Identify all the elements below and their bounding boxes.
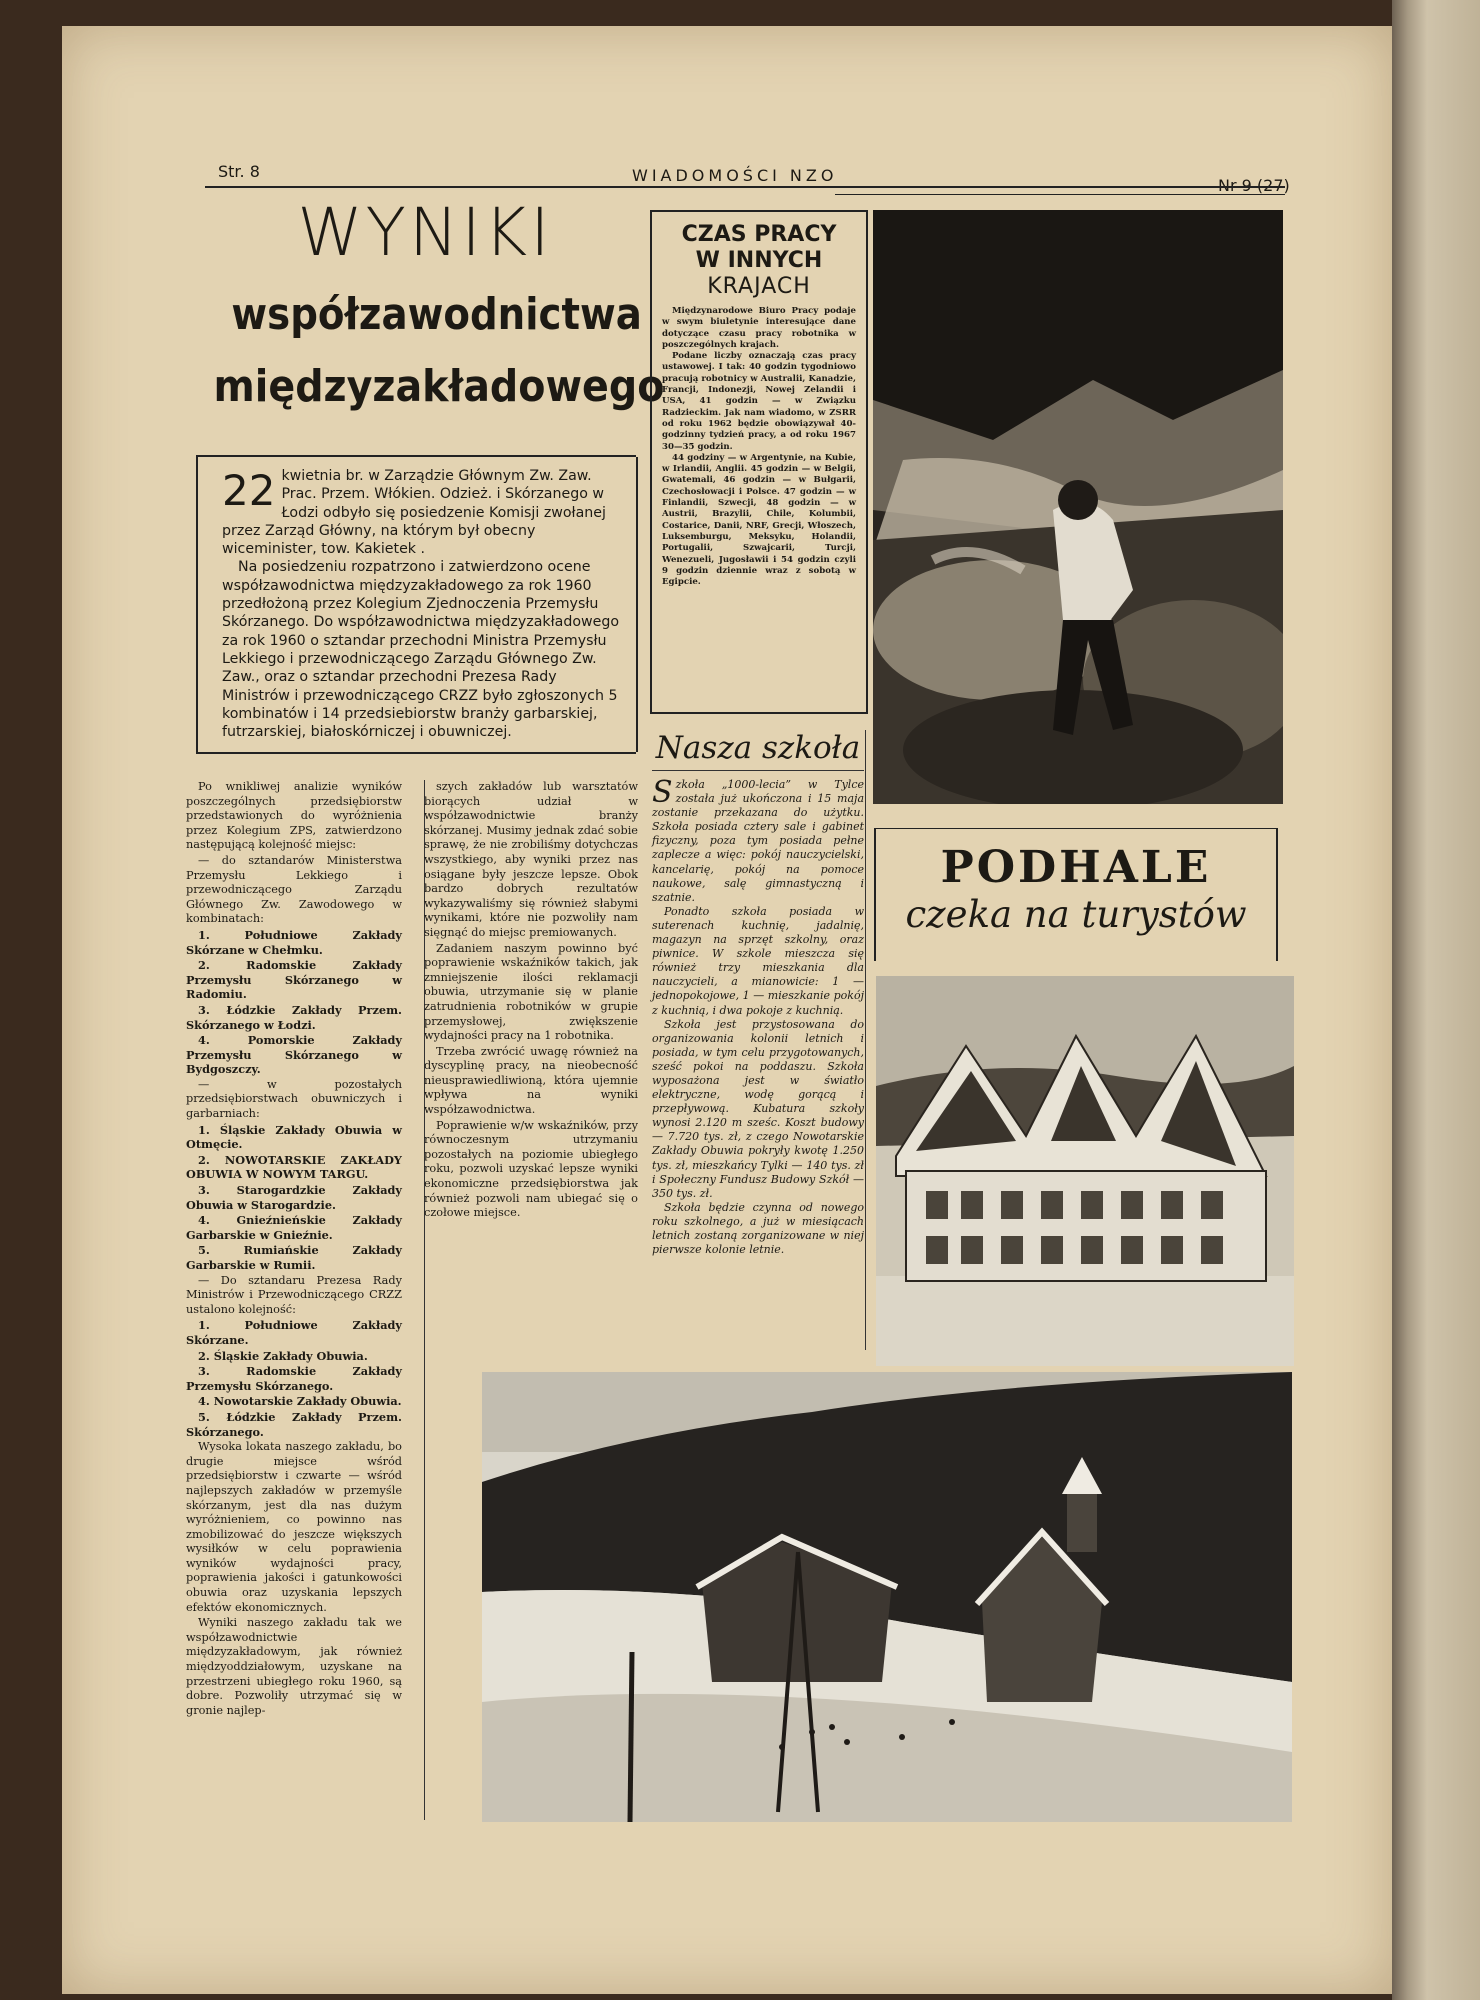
body-paragraph: Wysoka lokata naszego zakładu, bo drugie miejsce wśród przedsiębiorstw i czwarte — wśród najlepszych zakładów w przemyśle skórzanym, jest dla nas dużym wyróżnieniem, co powinno nas zmobilizować do jeszcze większych wysiłków w celu poprawienia wyników wydajności pracy, poprawienia jakości i gatunkowości obuwia oraz uzyskania lepszych efektów ekonomicznych. (186, 1440, 402, 1614)
lead-paragraph-1: kwietnia br. w Zarządzie Głównym Zw. Zaw. Prac. Przem. Włókien. Odzież. i Skórzanego w Łodzi odbyło się posiedzenie Komisji zwołanej przez Zarząd Główny, na którym był obecny wiceminister, tow. Kakietek . (222, 468, 606, 558)
nasza-szkola-paragraph: Szkoła jest przystosowana do organizowania kolonii letnich i posiada, w tym celu przygotowanych, sześć pokoi na poddaszu. Szkoła wyposażona jest w światło elektryczne, wodę gorącą i przepływową. Kubatura szkoły wynosi 2.120 m sześc. Koszt budowy — 7.720 tys. zł, z czego Nowotarskie Zakłady Obuwia pokryły kwotę 1.250 tys. zł, mieszkańcy Tylki — 140 tys. zł i Społeczny Fundusz Budowy Szkół — 350 tys. zł. (652, 1017, 864, 1200)
photo-school-building (876, 976, 1294, 1366)
czas-pracy-paragraph: Podane liczby oznaczają czas pracy ustawowej. I tak: 40 godzin tygodniowo pracują robotnicy w Australii, Kanadzie, Francji, Indonezji, Nowej Zelandii i USA, 41 godzin — w Związku Radzieckim. Jak nam wiadomo, w ZSRR od roku 1962 będzie obowiązywał 40-godzinny tydzień pracy, a od roku 1967 30—35 godzin. (662, 351, 856, 452)
title-line-2: współzawodnictwa (231, 289, 642, 340)
nasza-szkola-paragraph: zkoła „1000-lecia” w Tylce została już ukończona i 15 maja zostanie przekazana do użytku. Szkoła posiada cztery sale i gabinet fizyczny, poza tym posiada pełne zaplecze a więc: pokój nauczycielski, kancelarię, pokój na pomoce naukowe, salę gimnastyczną i szatnie. (652, 778, 864, 904)
body-paragraph: — do sztandarów Ministerstwa Przemysłu Lekkiego i przewodniczącego Zarządu Głównego Zw. Zawodowego w kombinatach: (186, 853, 402, 926)
czas-pracy-box (650, 210, 868, 714)
ranking-item: 5. Łódzkie Zakłady Przem. Skórzanego. (186, 1409, 402, 1439)
ranking-item: 1. Południowe Zakłady Skórzane. (186, 1318, 402, 1347)
header-rule (205, 186, 1285, 188)
body-paragraph: Trzeba zwrócić uwagę również na dyscyplinę pracy, na nieobecność nieusprawiedliwioną, która ujemnie wpływa na wyniki współzawodnictwa. (424, 1044, 638, 1117)
body-paragraph: — Do sztandaru Prezesa Rady Ministrów i Przewodniczącego CRZZ ustalono kolejność: (186, 1273, 402, 1316)
ranking-item: 3. Starogardzkie Zakłady Obuwia w Starogardzie. (186, 1183, 402, 1212)
title-line-3: międzyzakładowego (213, 361, 665, 412)
article-column-1 (186, 780, 402, 1719)
article-column-2 (424, 780, 638, 1222)
nasza-szkola-paragraph: Ponadto szkoła posiada w suterenach kuchnię, jadalnię, magazyn na sprzęt szkolny, oraz piwnice. W szkole mieszcza się również trzy mieszkania dla nauczycieli, a mianowicie: 1 — jednopokojowe, 1 — mieszkanie pokój z kuchnią, i dwa pokoje z kuchnią. (652, 904, 864, 1017)
body-paragraph: Wyniki naszego zakładu tak we współzawodnictwie międzyzakładowym, jak również międzyoddziałowym, uzyskane na przestrzeni ubiegłego roku 1960, są dobre. Pozwoliły utrzymać się w gronie najlep- (186, 1616, 402, 1717)
czas-pracy-title-3: KRAJACH (707, 274, 811, 299)
page-number: Str. 8 (218, 162, 260, 181)
photo-woman-on-rocks (873, 210, 1283, 804)
adjacent-page-edge (1392, 0, 1480, 2000)
column-divider (865, 730, 866, 1350)
czas-pracy-paragraph: 44 godziny — w Argentynie, na Kubie, w Irlandii, Anglii. 45 godzin — w Belgii, Gwatemali, 46 godzin — w Bułgarii, Czechosłowacji i Polsce. 47 godzin — w Finlandii, Szwecji, 48 godzin — w Austrii, Brazylii, Chile, Kolumbii, Costarice, Danii, NRF, Grecji, Włoszech, Luksemburgu, Meksyku, Holandii, Portugalii, Szwajcarii, Turcji, Wenezueli, Jugosławii i 54 godzin czyli 9 godzin dziennie wraz z sobotą w Egipcie. (662, 452, 856, 588)
lead-box (196, 455, 636, 754)
czas-pracy-title-2: W INNYCH (695, 248, 823, 273)
nasza-szkola-rule (652, 770, 864, 771)
lead-drop-initial: 22 (222, 466, 276, 515)
podhale-title: PODHALE (940, 842, 1212, 893)
ranking-item: 3. Radomskie Zakłady Przemysłu Skórzanego. (186, 1364, 402, 1393)
ranking-item: 4. Gnieźnieńskie Zakłady Garbarskie w Gnieźnie. (186, 1213, 402, 1242)
ranking-item: 2. Śląskie Zakłady Obuwia. (198, 1348, 368, 1363)
ranking-item: 4. Nowotarskie Zakłady Obuwia. (198, 1394, 402, 1409)
podhale-headline-box (874, 828, 1278, 961)
ranking-item: 1. Południowe Zakłady Skórzane w Chełmku. (186, 927, 402, 957)
title-wyniki: WYNIKI (297, 194, 553, 271)
nasza-szkola-title: Nasza szkoła (655, 730, 861, 766)
photo-mountain-valley (482, 1372, 1292, 1822)
ranking-item: 1. Śląskie Zakłady Obuwia w Otmęcie. (186, 1122, 402, 1152)
body-paragraph: — w pozostałych przedsiębiorstwach obuwniczych i garbarniach: (186, 1077, 402, 1121)
body-paragraph: Zadaniem naszym powinno być poprawienie wskaźników takich, jak zmniejszenie ilości reklamacji obuwia, utrzymanie się w planie zatrudnienia robotników w grupie przemysłowej, zwiększenie wydajności pracy na 1 robotnika. (424, 941, 638, 1043)
ranking-item: 3. Łódzkie Zakłady Przem. Skórzanego w Łodzi. (186, 1002, 402, 1032)
czas-pracy-title-1: CZAS PRACY (681, 222, 837, 247)
body-paragraph: Poprawienie w/w wskaźników, przy równoczesnym utrzymaniu pozostałych na poziomie ubiegłego roku, pozwoli uzyskać lepsze wyniki ekonomiczne przedsiębiorstwa jak również pozwoli nam ubiegać się o czołowe miejsce. (424, 1118, 638, 1220)
lead-paragraph-2: Na posiedzeniu rozpatrzono i zatwierdzono ocene współzawodnictwa międzyzakładowego za rok 1960 przedłożoną przez Kolegium Zjednoczenia Przemysłu Skórzanego. Do współzawodnictwa międzyzakładowego za rok 1960 o sztandar przechodni Ministra Przemysłu Lekkiego i przewodniczącego Zarządu Głównego Zw. Zaw., oraz o sztandar przechodni Prezesa Rady Ministrów i przewodniczącego CRZZ było zgłoszonych 5 kombinatów i 14 przedsiebiorstw branży garbarskiej, futrzarskiej, białoskórniczej i obuwniczej. (222, 559, 620, 741)
nasza-szkola-drop-initial: S (652, 775, 673, 810)
issue-number: Nr 9 (27) (1218, 176, 1290, 195)
ranking-item: 4. Pomorskie Zakłady Przemysłu Skórzanego w Bydgoszczy. (186, 1033, 402, 1077)
body-paragraph: szych zakładów lub warsztatów biorących udział w współzawodnictwie branży skórzanej. Musimy jednak zdać sobie sprawę, że nie zrobiliśmy dotychczas wszystkiego, aby wyniki przez nas osiągane były jeszcze lepsze. Obok bardzo dobrych rezultatów wykazywaliśmy się również słabymi wynikami, które nie pozwoliły nam sięgnąć do miejsc premiowanych. (424, 780, 638, 939)
czas-pracy-text (652, 300, 866, 588)
nasza-szkola-paragraph: Szkoła będzie czynna od nowego roku szkolnego, a już w miesiącach letnich zostaną zorganizowane w niej pierwsze kolonie letnie. (652, 1200, 864, 1257)
czas-pracy-paragraph: Międzynarodowe Biuro Pracy podaje w swym biuletynie interesujące dane dotyczące czasu pracy robotnika w poszczególnych krajach. (662, 306, 856, 350)
ranking-item: 5. Rumiańskie Zakłady Garbarskie w Rumii. (186, 1243, 402, 1272)
body-paragraph: Po wnikliwej analizie wyników poszczególnych przedsiębiorstw przedstawionych do wyróżnienia przez Kolegium ZPS, zatwierdzono następującą kolejność miejsc: (186, 780, 402, 852)
podhale-subtitle: czeka na turystów (905, 893, 1247, 936)
ranking-item: 2. Radomskie Zakłady Przemysłu Skórzanego w Radomiu. (186, 958, 402, 1002)
nasza-szkola-text (652, 775, 864, 1257)
masthead: WIADOMOŚCI NZO (632, 166, 838, 185)
header-rule-2 (835, 194, 1285, 195)
ranking-item: 2. NOWOTARSKIE ZAKŁADY OBUWIA W NOWYM TARGU. (186, 1152, 402, 1182)
